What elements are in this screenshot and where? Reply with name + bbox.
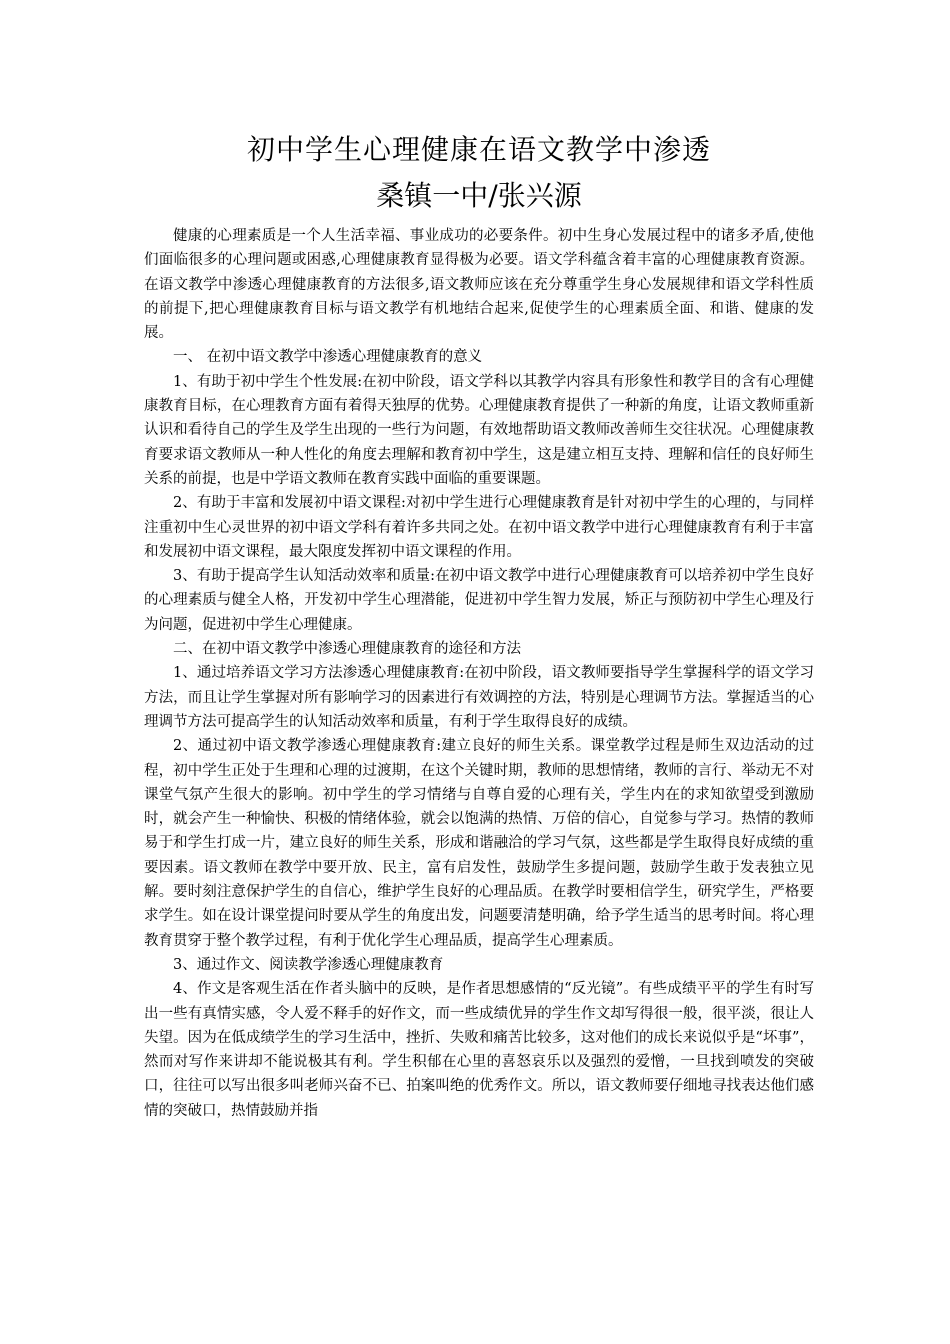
document-title: 初中学生心理健康在语文教学中渗透 bbox=[246, 133, 711, 166]
paragraph-intro: 健康的心理素质是一个人生活幸福、事业成功的必要条件。初中生身心发展过程中的诸多矛盾,使他们面临很多的心理问题或困惑,心理健康教育显得极为必要。语文学科蕴含着丰富的心理健康教育资源。在语文教学中渗透心理健康教育的方法很多,语文教师应该在充分尊重学生身心发展规律和语文学科性质的前提下,把心理健康教育目标与语文教学有机地结合起来,促使学生的心理素质全面、和谐、健康的发展。 bbox=[144, 228, 814, 342]
paragraph-2-4: 4、作文是客观生活在作者头脑中的反映，是作者思想感情的“反光镜”。有些成绩平平的学生有时写出一些有真情实感，令人爱不释手的好作文，而一些成绩优异的学生作文却写得很一般，很平淡，很让人失望。因为在低成绩学生的学习生活中，挫折、失败和痛苦比较多，这对他们的成长来说似乎是“坏事”，然而对写作来讲却不能说极其有利。学生积郁在心里的喜怒哀乐以及强烈的爱憎，一旦找到喷发的突破口，往往可以写出很多叫老师兴奋不已、拍案叫绝的优秀作文。所以，语文教师要仔细地寻找表达他们感情的突破口，热情鼓励并指 bbox=[144, 981, 814, 1119]
paragraph-1-3: 3、有助于提高学生认知活动效率和质量:在初中语文教学中进行心理健康教育可以培养初中学生良好的心理素质与健全人格，开发初中学生心理潜能，促进初中学生智力发展，矫正与预防初中学生心理及行为问题，促进初中学生心理健康。 bbox=[144, 568, 814, 633]
document-page bbox=[144, 128, 814, 1123]
paragraph-2-1: 1、通过培养语文学习方法渗透心理健康教育:在初中阶段，语文教师要指导学生掌握科学的语文学习方法，而且让学生掌握对所有影响学习的因素进行有效调控的方法，特别是心理调节方法。掌握适当的心理调节方法可提高学生的认知活动效率和质量，有利于学生取得良好的成绩。 bbox=[144, 665, 814, 730]
paragraph-2-2: 2、通过初中语文教学渗透心理健康教育:建立良好的师生关系。课堂教学过程是师生双边活动的过程，初中学生正处于生理和心理的过渡期，在这个关键时期，教师的思想情绪，教师的言行、举动无不对课堂气氛产生很大的影响。初中学生的学习情绪与自尊自爱的心理有关，学生内在的求知欲望受到激励时，就会产生一种愉快、积极的情绪体验，就会以饱满的热情、万倍的信心，自觉参与学习。热情的教师易于和学生打成一片，建立良好的师生关系，形成和谐融洽的学习气氛，这些都是学生取得良好成绩的重要因素。语文教师在教学中要开放、民主，富有启发性，鼓励学生多提问题，鼓励学生敢于发表独立见解。要时刻注意保护学生的自信心，维护学生良好的心理品质。在教学时要相信学生，研究学生，严格要求学生。如在设计课堂提问时要从学生的角度出发，问题要清楚明确，给予学生适当的思考时间。将心理教育贯穿于整个教学过程，有利于优化学生心理品质，提高学生心理素质。 bbox=[144, 738, 814, 949]
paragraph-1-1: 1、有助于初中学生个性发展:在初中阶段，语文学科以其教学内容具有形象性和教学目的含有心理健康教育目标，在心理教育方面有着得天独厚的优势。心理健康教育提供了一种新的角度，让语文教师重新认识和看待自己的学生及学生出现的一些行为问题，有效地帮助语文教师改善师生交往状况。心理健康教育要求语文教师从一种人性化的角度去理解和教育初中学生，这是建立相互支持、理解和信任的良好师生关系的前提，也是中学语文教师在教育实践中面临的重要课题。 bbox=[144, 373, 814, 487]
document-author: 桑镇一中/张兴源 bbox=[376, 179, 582, 212]
section-heading-2: 二、在初中语文教学中渗透心理健康教育的途径和方法 bbox=[173, 641, 521, 658]
document-body bbox=[144, 224, 814, 1123]
paragraph-1-2: 2、有助于丰富和发展初中语文课程:对初中学生进行心理健康教育是针对初中学生的心理的，与同样注重初中生心灵世界的初中语文学科有着许多共同之处。在初中语文教学中进行心理健康教育有利于丰富和发展初中语文课程，最大限度发挥初中语文课程的作用。 bbox=[144, 495, 814, 560]
section-heading-1: 一、 在初中语文教学中渗透心理健康教育的意义 bbox=[173, 349, 483, 366]
paragraph-2-3: 3、通过作文、阅读教学渗透心理健康教育 bbox=[173, 956, 444, 973]
